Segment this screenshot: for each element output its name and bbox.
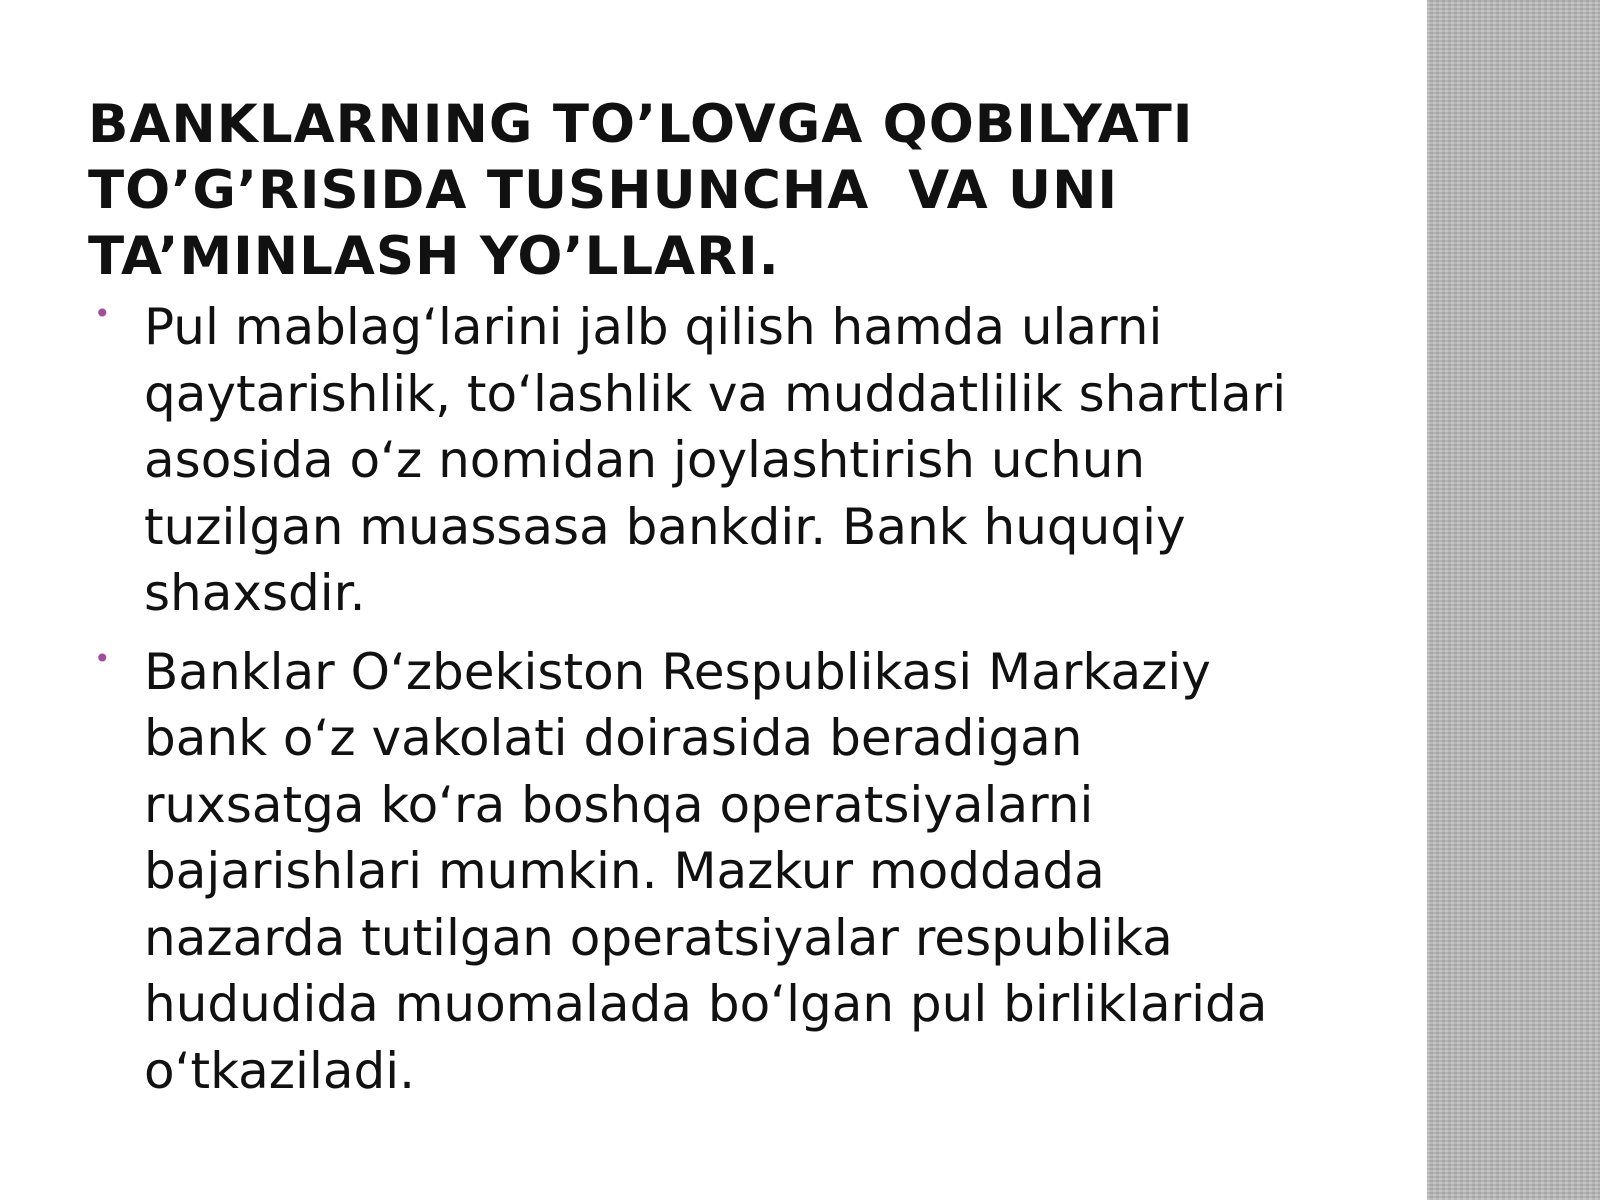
paragraph-line: o‘tkaziladi. [144,1041,415,1100]
paragraph-line: nazarda tutilgan operatsiyalar respublika [144,908,1173,967]
paragraph-line: qaytarishlik, to‘lashlik va muddatlilik shartlari [144,364,1287,423]
paragraph-line: bajarishlari mumkin. Mazkur moddada [144,842,1105,900]
bullet-paragraph [144,639,1422,1105]
paragraph-line: ruxsatga ko‘ra boshqa operatsiyalarni [144,775,1094,834]
paragraph-line: asosida o‘z nomidan joylashtirish uchun [144,431,1146,489]
bullet-icon: • [94,297,111,330]
bullet-icon: • [94,641,111,675]
paragraph-line: Pul mablag‘larini jalb qilish hamda ularni [144,298,1163,356]
slide-title [88,92,1408,290]
bullet-paragraph [144,294,1422,627]
paragraph-line: hududida muomalada bo‘lgan pul birliklarida [144,975,1268,1033]
bullet-list [92,294,1422,1116]
paragraph-line: Banklar O‘zbekiston Respublikasi Markaziy [144,642,1211,701]
paragraph-line: bank o‘z vakolati doirasida beradigan [144,709,1083,767]
paragraph-line: tuzilgan muassasa bankdir. Bank huquqiy [144,497,1186,556]
bullet-item [92,294,1422,627]
title-line: TO’G’RISIDA TUSHUNCHA VA UNI [88,160,1119,221]
bullet-item [92,639,1422,1105]
title-line: TA’MINLASH YO’LLARI. [88,226,780,287]
paragraph-line: shaxsdir. [144,564,366,622]
decorative-side-bar [1427,0,1600,1200]
title-line: BANKLARNING TO’LOVGA QOBILYATI [88,94,1194,155]
